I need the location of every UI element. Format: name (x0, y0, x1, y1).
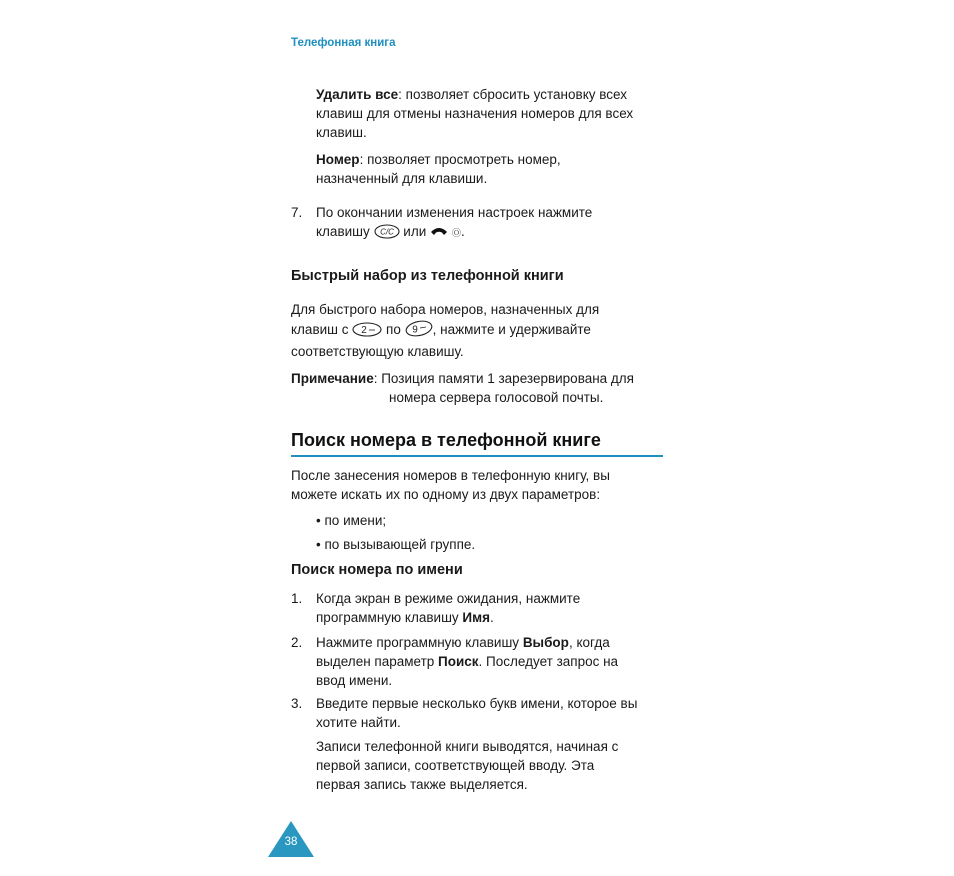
step7-or: или (403, 223, 427, 239)
bullet-icon: • (316, 537, 321, 552)
clear-key-icon (374, 224, 400, 245)
step7-number: 7. (291, 205, 303, 220)
svg-text:2: 2 (361, 324, 368, 336)
bullet-text: по имени; (324, 513, 387, 528)
number-text: : позволяет просмотреть номер, (359, 152, 561, 167)
step2-line2-prefix: выделен параметр (316, 653, 439, 669)
number-label: Номер (316, 152, 360, 167)
search-section-title: Поиск номера в телефонной книге (291, 430, 601, 450)
search-intro-line1: После занесения номеров в телефонную книгу, вы (291, 468, 610, 483)
power-icon: Ⓞ (452, 227, 462, 238)
step3-text (316, 695, 637, 733)
end-call-icon (430, 224, 452, 245)
step7-prefix: клавишу (316, 223, 370, 239)
note-label: Примечание (291, 371, 374, 386)
result-line2: первой записи, соответствующей вводу. Эта (316, 757, 595, 773)
number-item (316, 151, 561, 189)
step7-line1: По окончании изменения настроек нажмите (316, 205, 593, 220)
quick-dial-line1: Для быстрого набора номеров, назначенных для (291, 302, 600, 317)
delete-all-line3: клавиш. (316, 124, 367, 140)
step2-end: , когда (568, 635, 610, 650)
step1-line2 (316, 609, 580, 628)
step2-line2-bold: Поиск (438, 653, 479, 669)
quick-dial-line2 (291, 320, 599, 343)
step2-line3: ввод имени. (316, 672, 393, 688)
note-line1: : Позиция памяти 1 зарезервирована для (373, 371, 634, 386)
step1-end: . (489, 609, 494, 625)
delete-all-line2: клавиш для отмены назначения номеров для всех (316, 105, 634, 121)
step3-line2: хотите найти. (316, 714, 401, 730)
step2-text (316, 634, 618, 690)
key-2-icon (352, 322, 382, 343)
step1-bold: Имя (462, 609, 490, 625)
quick-dial-mid: по (386, 321, 401, 337)
svg-text:C/C: C/C (379, 227, 394, 237)
step7-line2 (316, 223, 592, 245)
step2-line2-end: . Последует запрос на (478, 653, 619, 669)
svg-text:9: 9 (411, 324, 418, 336)
page-number: 38 (284, 836, 298, 848)
running-header: Телефонная книга (291, 37, 396, 49)
number-line2: назначенный для клавиши. (316, 170, 488, 186)
step7-text (316, 204, 592, 245)
step1-line1: Когда экран в режиме ожидания, нажмите (316, 591, 581, 606)
delete-all-label: Удалить все (316, 87, 399, 102)
step3-number: 3. (291, 696, 303, 711)
step3-line1: Введите первые несколько букв имени, которое вы (316, 696, 638, 711)
key-9-icon (405, 320, 433, 343)
search-intro (291, 467, 610, 505)
bullet-text: по вызывающей группе. (324, 537, 476, 552)
result-line1: Записи телефонной книги выводятся, начиная с (316, 739, 619, 754)
step2-line2 (316, 653, 618, 672)
search-intro-line2: можете искать их по одному из двух параметров: (291, 486, 601, 502)
quick-dial-prefix: клавиш с (291, 321, 349, 337)
bullet-item (316, 512, 386, 531)
step2-number: 2. (291, 635, 303, 650)
step1-prefix: программную клавишу (316, 609, 463, 625)
step1-number: 1. (291, 591, 303, 606)
bullet-item (316, 536, 475, 555)
section-rule (291, 455, 663, 457)
delete-all-text: : позволяет сбросить установку всех (398, 87, 627, 102)
step7-end: . (461, 223, 465, 239)
delete-all-item (316, 86, 633, 142)
step2-prefix: Нажмите программную клавишу (316, 635, 523, 650)
quick-dial-text (291, 301, 599, 361)
quick-dial-heading: Быстрый набор из телефонной книги (291, 268, 564, 284)
step1-text (316, 590, 580, 628)
result-line3: первая запись также выделяется. (316, 776, 528, 792)
note (291, 370, 634, 389)
quick-dial-line3: соответствующую клавишу. (291, 343, 464, 359)
note-line2: номера сервера голосовой почты. (389, 390, 604, 405)
search-by-name-heading: Поиск номера по имени (291, 562, 463, 578)
quick-dial-end: , нажмите и удерживайте (432, 321, 591, 337)
bullet-icon: • (316, 513, 321, 528)
search-result-note (316, 738, 618, 794)
step2-line1 (316, 634, 618, 653)
step2-bold: Выбор (522, 635, 569, 650)
